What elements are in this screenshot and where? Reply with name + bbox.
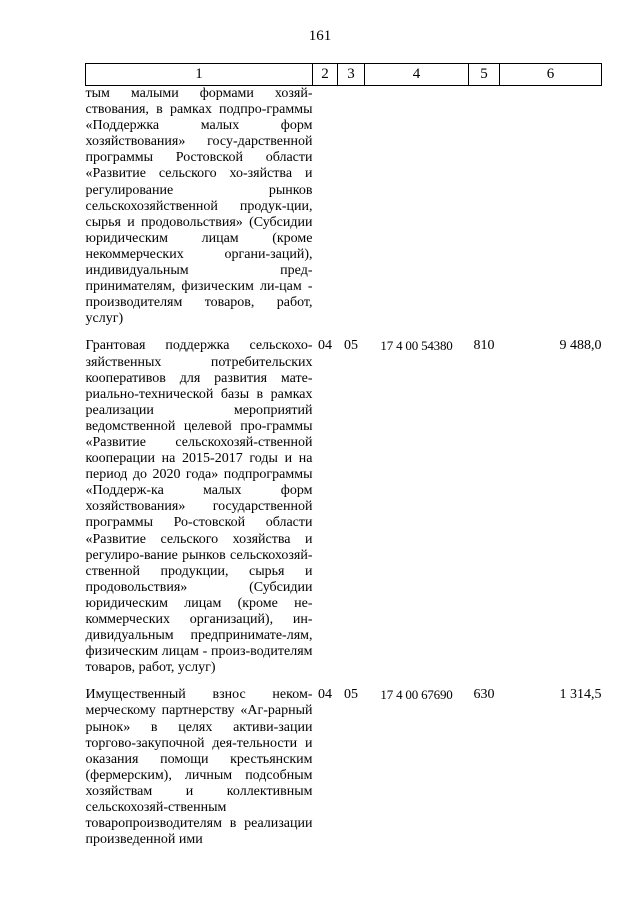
table-body bbox=[86, 86, 602, 849]
row-target-article-code: 17 4 00 54380 bbox=[380, 338, 453, 354]
row-description: Имущественный взнос неком-мерческому партнерству «Аг-рарный рынок» в целях активи-зации торгово-закупочной дея-тельности и оказания помощи крестьянским (фермерским), личным подсобным хозяйствам и коллективным сельскохозяй-ственным товаропроизводителям в реализации произведенной ими bbox=[85, 687, 313, 848]
row-description: тым малыми формами хозяй-ствования, в рамках подпро-граммы «Поддержка малых форм хозяйствования» госу-дарственной программы Ростовской области «Развитие сельского хо-зяйства и регулирование рынков сельскохозяйственной продук-ции, сырья и продовольствия» (Субсидии юридическим лицам (кроме некоммерческих органи-заций), индивидуальным пред-принимателям, физическим ли-цам - производителям товаров, работ, услуг) bbox=[85, 86, 313, 327]
table-row bbox=[86, 338, 602, 687]
row-amount: 9 488,0 bbox=[559, 338, 602, 354]
header-col-2: 2 bbox=[313, 64, 338, 86]
row-expense-type-code: 630 bbox=[473, 687, 495, 703]
row-description: Грантовая поддержка сельскохо-зяйственных потребительских кооперативов для развития мате-риально-технической базы в рамках реализации мероприятий ведомственной целевой про-граммы «Развитие сельскохозяй-ственной кооперации на 2015-2017 годы и на период до 2020 года» подпрограммы «Поддерж-ка малых форм хозяйствования» государственной программы Ро-стовской области «Развитие сельского хозяйства и регулиро-вание рынков сельскохозяй-ственной продукции, сырья и продовольствия» (Субсидии юридическим лицам (кроме не-коммерческих организаций), ин-дивидуальным предпринимате-лям, физическим лицам - произ-водителям товаров, работ, услуг) bbox=[85, 338, 313, 676]
header-row bbox=[86, 64, 602, 86]
row-target-article-code: 17 4 00 67690 bbox=[380, 687, 453, 703]
row-section-code bbox=[313, 86, 338, 339]
row-expense-type-code: 810 bbox=[473, 338, 495, 354]
page-number: 161 bbox=[308, 28, 332, 44]
table-header bbox=[86, 64, 602, 86]
row-target-article-code bbox=[365, 86, 469, 339]
row-section-code: 04 bbox=[318, 687, 332, 703]
row-subsection-code bbox=[338, 86, 365, 339]
row-amount bbox=[500, 86, 602, 339]
header-col-4: 4 bbox=[365, 64, 469, 86]
table-row bbox=[86, 687, 602, 848]
header-col-3: 3 bbox=[338, 64, 365, 86]
budget-table bbox=[85, 63, 602, 848]
row-subsection-code: 05 bbox=[344, 338, 358, 354]
row-subsection-code: 05 bbox=[344, 687, 358, 703]
header-col-5: 5 bbox=[469, 64, 500, 86]
header-col-6: 6 bbox=[500, 64, 602, 86]
row-amount: 1 314,5 bbox=[559, 687, 602, 703]
row-section-code: 04 bbox=[318, 338, 332, 354]
header-col-1: 1 bbox=[86, 64, 313, 86]
table-row bbox=[86, 86, 602, 339]
row-expense-type-code bbox=[469, 86, 500, 339]
